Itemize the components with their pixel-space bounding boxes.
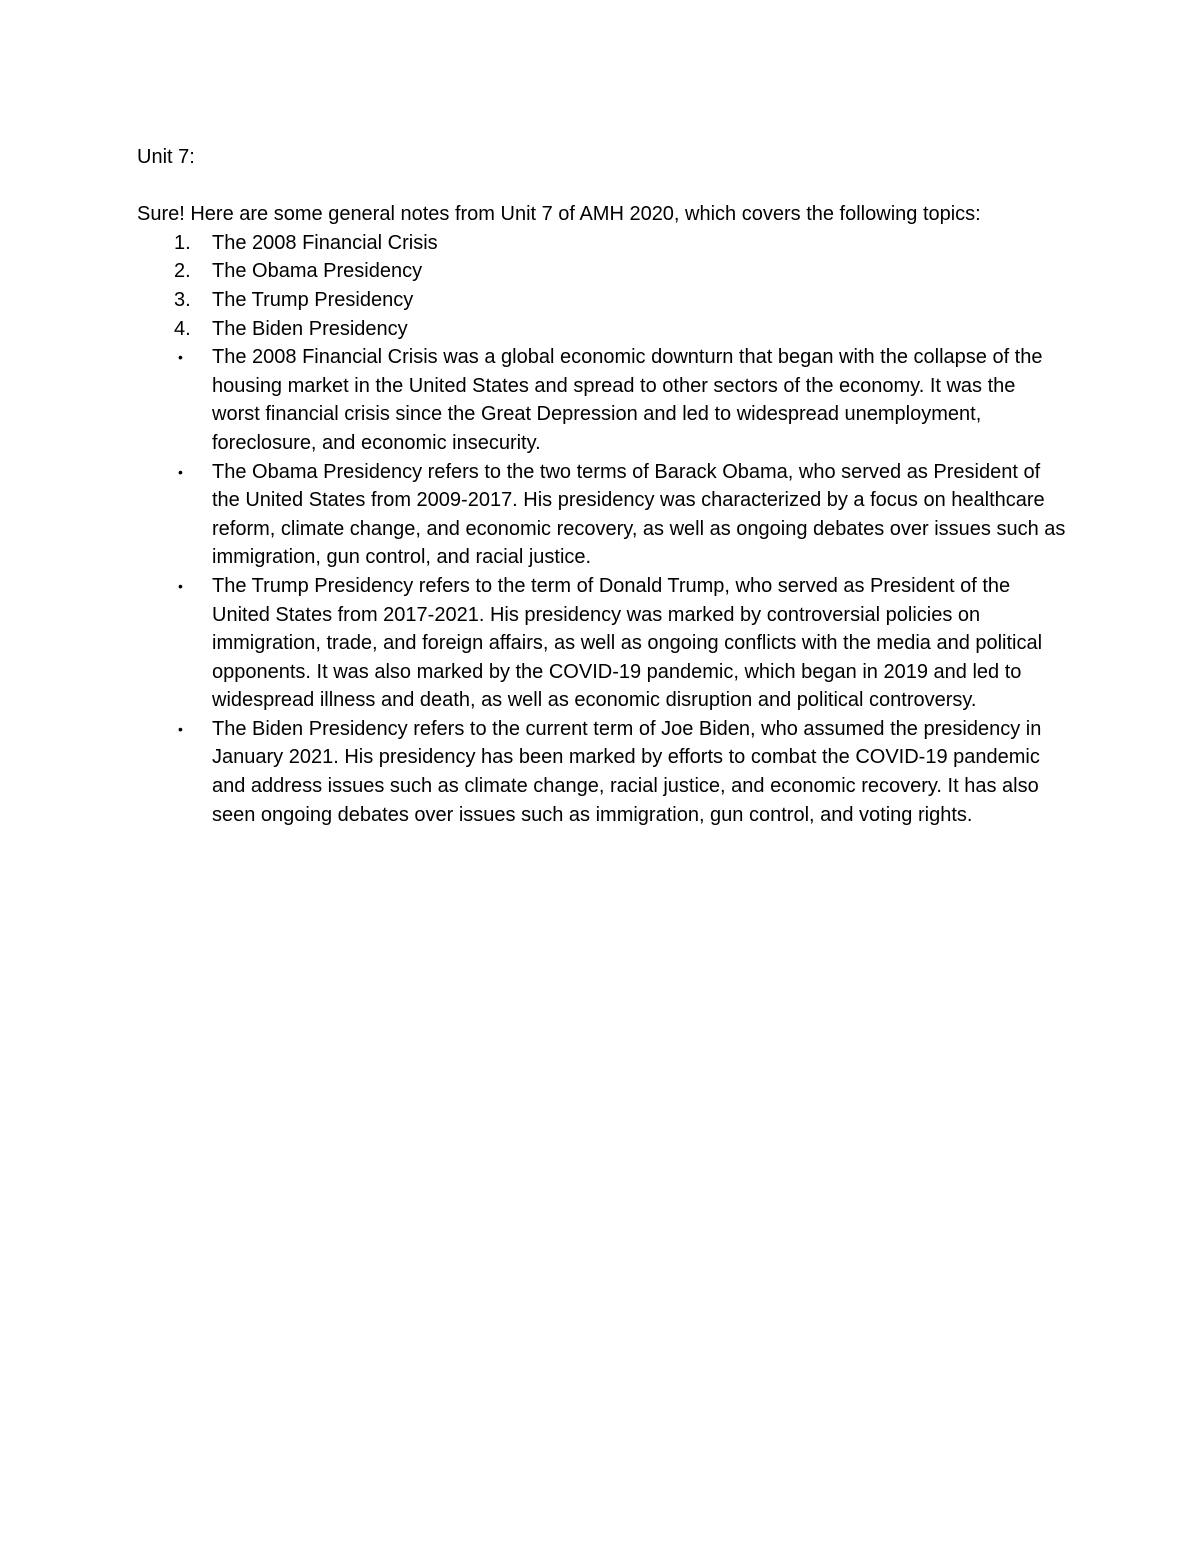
bullet-list-item xyxy=(137,458,1067,572)
intro-paragraph: Sure! Here are some general notes from Unit 7 of AMH 2020, which covers the following topics: xyxy=(137,203,981,226)
bullet-icon: • xyxy=(178,720,183,737)
bullet-list-item xyxy=(137,715,1067,829)
list-item-text: The Trump Presidency xyxy=(212,288,414,311)
bullet-list-item xyxy=(137,572,1067,715)
list-number: 1. xyxy=(174,231,191,254)
numbered-list-item xyxy=(137,229,1067,258)
numbered-list-item xyxy=(137,286,1067,315)
bullet-icon: • xyxy=(178,349,183,366)
topic-list xyxy=(137,229,1067,829)
unit-heading: Unit 7: xyxy=(137,146,195,168)
bullet-item-text: The Biden Presidency refers to the current term of Joe Biden, who assumed the presidency in January 2021. His presidency has been marked by efforts to combat the COVID-19 pandemic and address issues such as climate change, racial justice, and economic recovery. It has also seen ongoing debates over issues such as immigration, gun control, and voting rights. xyxy=(212,717,1042,826)
bullet-icon: • xyxy=(178,577,183,594)
bullet-item-text: The Obama Presidency refers to the two terms of Barack Obama, who served as President of the United States from 2009-2017. His presidency was characterized by a focus on healthcare reform, climate change, and economic recovery, as well as ongoing debates over issues such as immigration, gun control, and racial justice. xyxy=(212,460,1066,569)
bullet-list-item xyxy=(137,343,1067,457)
list-item-text: The Biden Presidency xyxy=(212,317,408,340)
list-number: 2. xyxy=(174,260,191,283)
list-number: 3. xyxy=(174,288,191,311)
list-item-text: The 2008 Financial Crisis xyxy=(212,231,438,254)
list-item-text: The Obama Presidency xyxy=(212,260,423,283)
numbered-list-item xyxy=(137,315,1067,344)
document-body xyxy=(137,143,1067,829)
bullet-item-text: The 2008 Financial Crisis was a global economic downturn that began with the collapse of the housing market in the United States and spread to other sectors of the economy. It was the worst financial crisis since the Great Depression and led to widespread unemployment, foreclosure, and economic insecurity. xyxy=(212,346,1043,454)
bullet-item-text: The Trump Presidency refers to the term of Donald Trump, who served as President of the United States from 2017-2021. His presidency was marked by controversial policies on immigration, trade, and foreign affairs, as well as ongoing conflicts with the media and political opponents. It was also marked by the COVID-19 pandemic, which began in 2019 and led to widespread illness and death, as well as economic disruption and political controversy. xyxy=(212,574,1043,712)
bullet-icon: • xyxy=(178,463,183,480)
list-number: 4. xyxy=(174,317,191,340)
numbered-list-item xyxy=(137,257,1067,286)
blank-line xyxy=(137,172,1067,201)
